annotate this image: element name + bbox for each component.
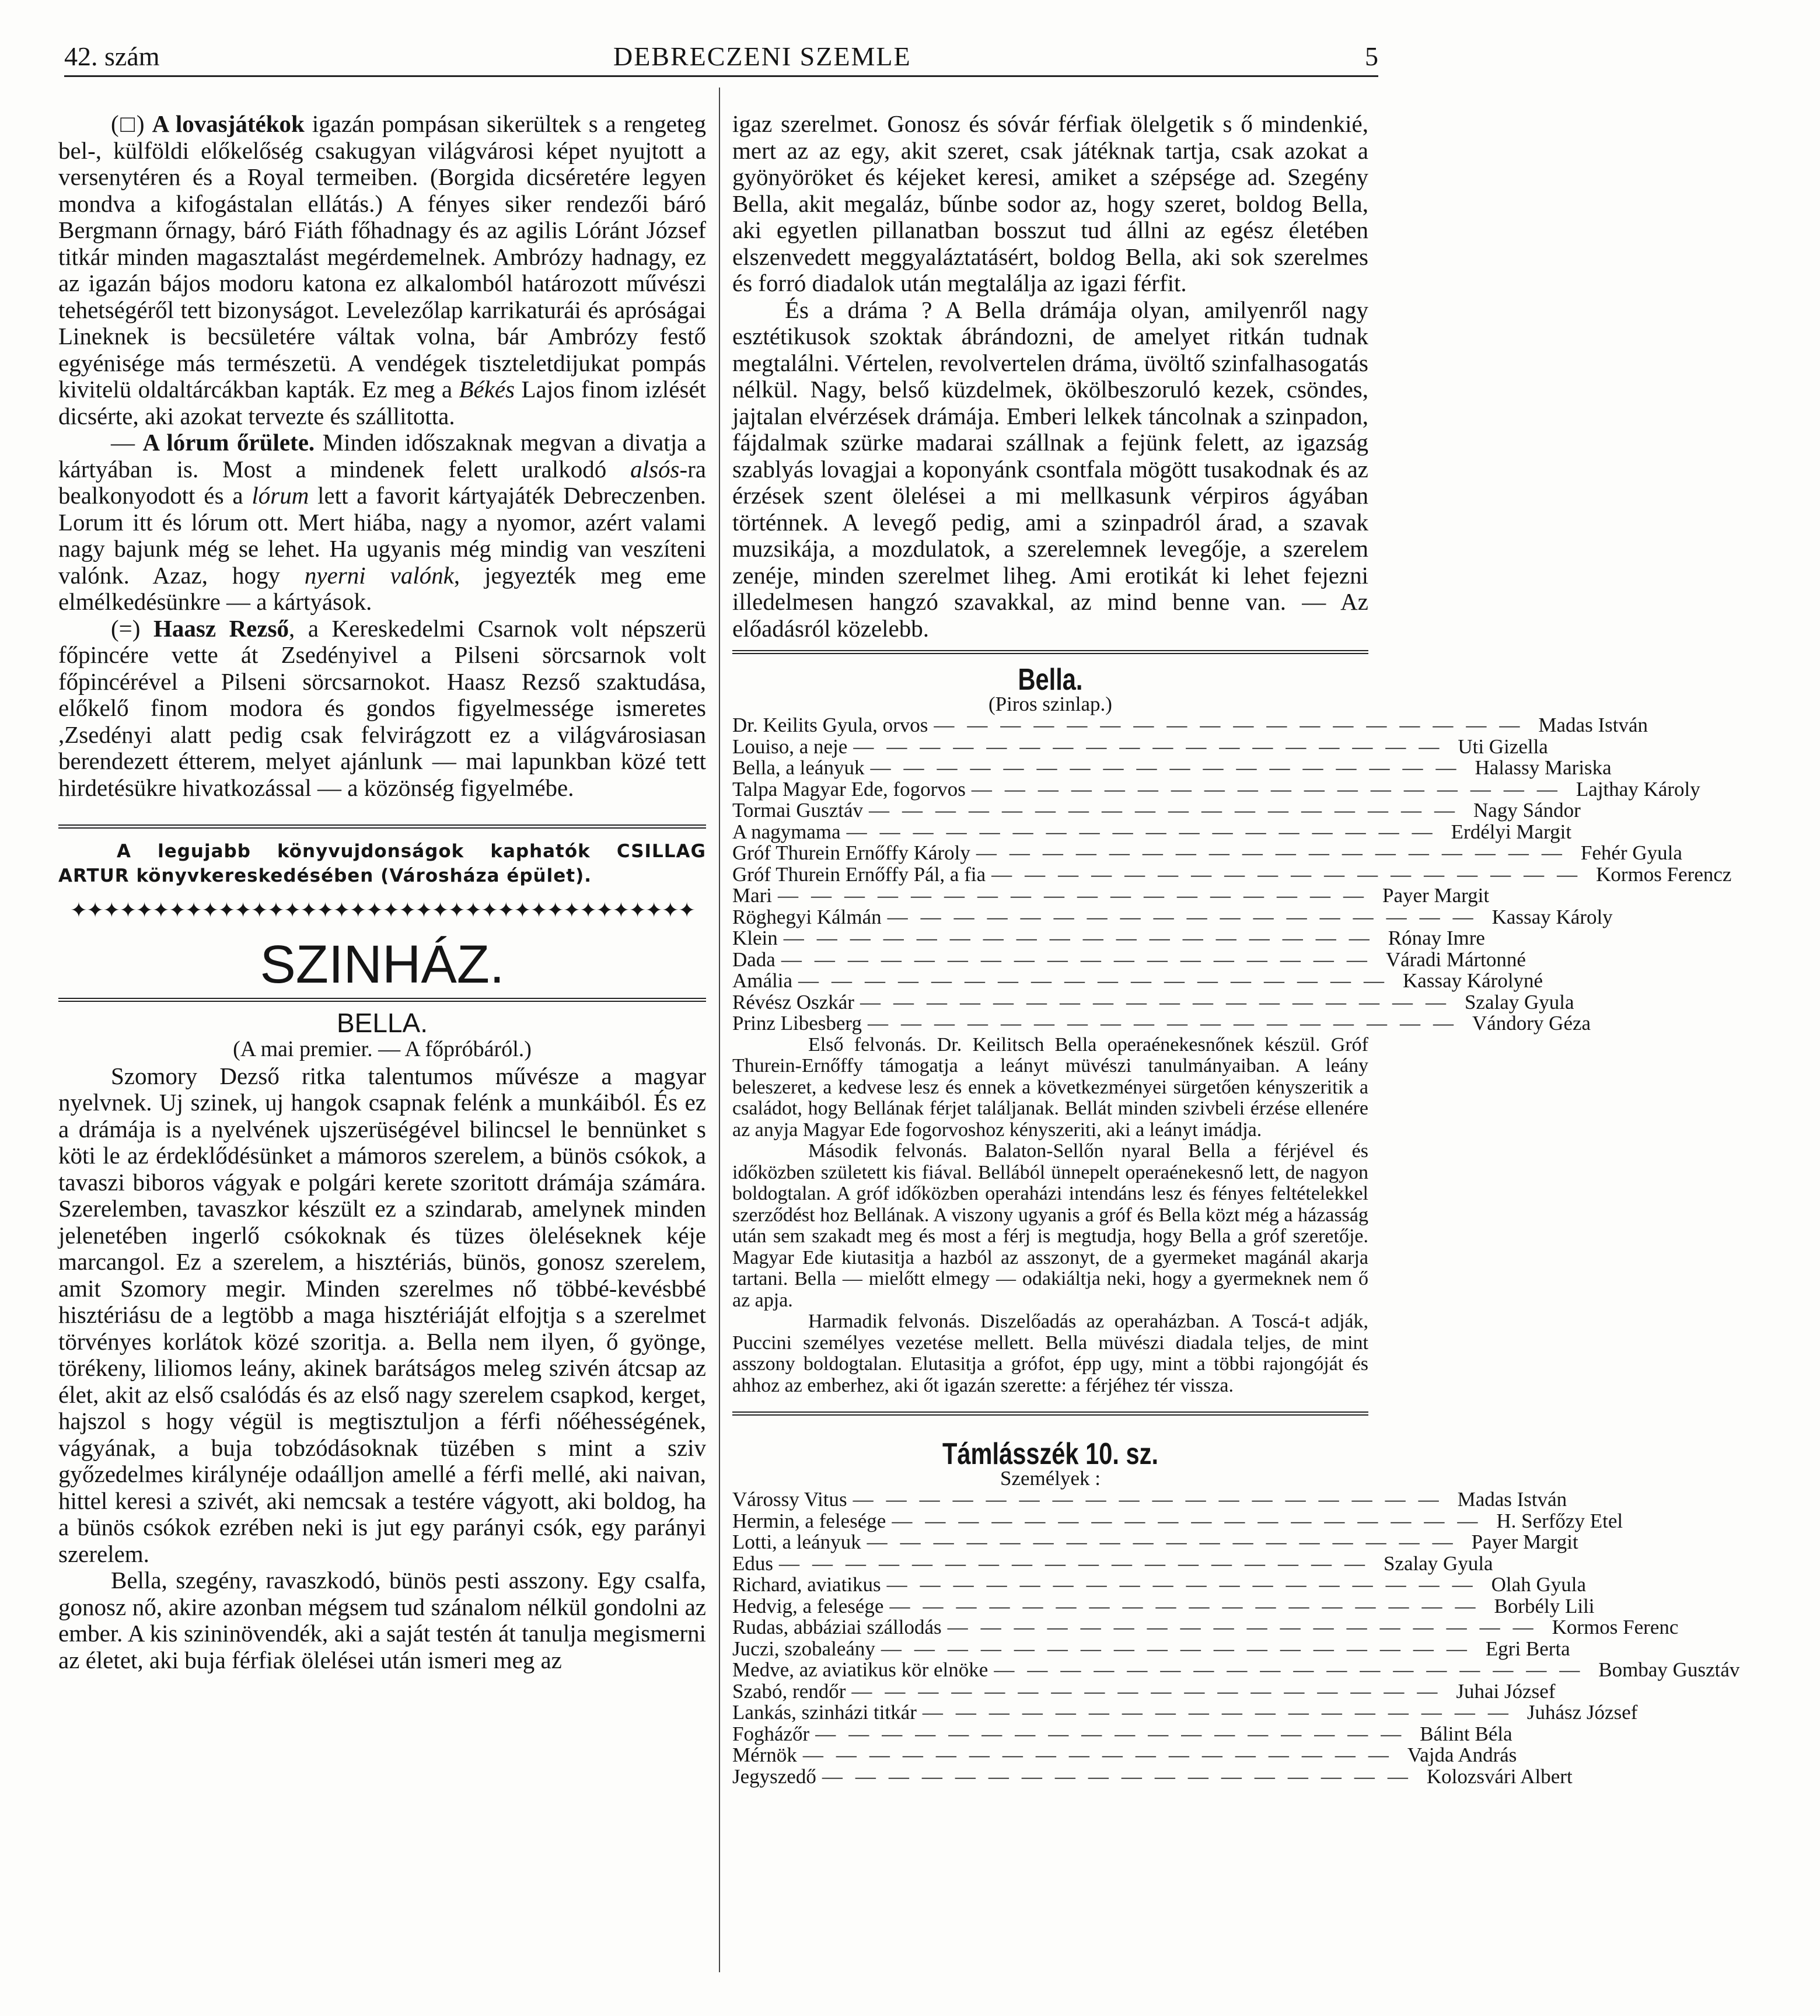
cast-row xyxy=(732,820,1572,843)
role-name: Dr. Keilits Gyula, orvos xyxy=(732,714,928,736)
cast-row xyxy=(732,1679,1556,1703)
cast-row xyxy=(732,1552,1493,1575)
cast-row xyxy=(732,1012,1591,1035)
actor-name: Lajthay Károly xyxy=(1576,777,1700,801)
role-name: Lankás, szinházi titkár xyxy=(732,1701,917,1724)
divider xyxy=(732,1411,1368,1416)
synopsis-act2: Második felvonás. Balaton-Sellőn nyaral Bella a férjével és időközben született kis fiával. Bellából ünnepelt operaénekesnő lett, de nagyon boldogtalan. A gróf időközben operaházi intendáns lesz és fényes feltételekkel szerződést hoz Bellának. A viszony ugyanis a gróf és Bella közt még a házasság után sem szakadt meg és most a férj is megtudja, hogy Bella a gróf szeretője. Magyar Ede kiutasitja a hazból az asszonyt, de a gyermeket magánál akarja tartani. Bella — mielőtt elmegy — odakiáltja neki, hogy a gyermeknek nem ő az apja. xyxy=(732,1140,1368,1311)
dash-leader: —————————————————— xyxy=(934,714,1533,736)
review-paragraph: És a dráma ? A Bella drámája olyan, amilyenről nagy esztétikusok szoktak ábrándozni, de amelyet ritkán tudnak megtalálni. Vértelen, revolvertelen dráma, üvöltő szinfalhasogatás nélkül. Nagy, belső küzdelmek, ökölbeszoruló kezek, csöndes, jajtalan elvérzések drámája. Emberi lelkek táncolnak a szinpadon, fájdalmak szürke madarai szállnak a fejünk felett, az igazság szablyás lovagjai a koponyánk csontfala mögött tusakodnak és az érzések szent ölelései a mi mellkasunk vérpiros ágyában történnek. A levegő pedig, ami a szinpadról árad, a szavak muzsikája, a mozdulatok, a szerelemnek levegője, a szerelem zenéje, minden szerelmet liheg. Ami erotikát ki lehet fejezni illedelmesen hangzó szavakkal, az mind benne van. — Az előadásról közelebb. xyxy=(732,296,1368,642)
actor-name: H. Serfőzy Etel xyxy=(1496,1509,1623,1532)
review-subtitle: (A mai premier. — A főpróbáról.) xyxy=(233,1037,532,1061)
role-name: Mari xyxy=(732,884,773,907)
role-name: Hermin, a felesége xyxy=(732,1509,886,1532)
role-name: Mérnök xyxy=(732,1744,797,1766)
actor-name: Juhász József xyxy=(1526,1701,1638,1724)
cast-title-bella: Bella. xyxy=(1018,663,1083,697)
actor-name: Juhai József xyxy=(1456,1679,1556,1703)
actor-name: Payer Margit xyxy=(1382,884,1490,907)
dash-leader: —————————————————— xyxy=(922,1701,1521,1724)
cast-row xyxy=(732,1509,1623,1532)
cast-row xyxy=(732,1488,1567,1511)
bookshop-ad: A legujabb könyvujdonságok kaphatók CSILLAG ARTUR könyvkereskedésében (Városháza épület). xyxy=(58,841,706,886)
role-name: Révész Oszkár xyxy=(732,990,854,1014)
role-name: Amália xyxy=(732,969,793,992)
dash-leader: —————————————————— xyxy=(971,777,1570,801)
actor-name: Fehér Gyula xyxy=(1580,841,1682,864)
section-title: SZINHÁZ. xyxy=(260,934,505,994)
cast-row xyxy=(732,756,1612,779)
dash-leader: —————————————————— xyxy=(892,1509,1491,1532)
newspaper-title: DEBRECZENI SZEMLE xyxy=(613,41,911,71)
cast-list-tamlasszek xyxy=(732,1488,1740,1788)
article-haasz: (=) Haasz Rezső, a Kereskedelmi Csarnok volt népszerü főpincére vette át Zsedényivel a Pilseni sörcsarnok volt főpincérével a Pilseni sörcsarnokot. Haasz Rezső szaktudása, előkelő finom modora és gondos figyelmessége ismeretes ,Zsedényi alatt pedig csak felvirágzott ez a világvárosiasan berendezett étterem, melyet ajánlunk — mai lapunkban közé tett hirdetésükre hivatkozással — a közönség figyelmébe. xyxy=(58,614,706,801)
role-name: Medve, az aviatikus kör elnöke xyxy=(732,1658,988,1681)
cast-row xyxy=(732,905,1613,928)
dash-leader: —————————————————— xyxy=(991,862,1591,886)
actor-name: Erdélyi Margit xyxy=(1451,820,1572,843)
cast-row xyxy=(732,714,1648,736)
cast-row xyxy=(732,1765,1573,1788)
role-name: Rudas, abbáziai szállodás xyxy=(732,1616,942,1638)
actor-name: Vándory Géza xyxy=(1472,1012,1591,1035)
dash-leader: —————————————————— xyxy=(886,1573,1486,1596)
dash-leader: —————————————————— xyxy=(947,1616,1546,1638)
article-lorum: — A lórum őrülete. Minden időszaknak megvan a divatja a kártyában is. Most a mindenek felett uralkodó alsós-ra bealkonyodott és a lórum lett a favorit kártyajáték Debreczenben. Lorum itt és lórum ott. Mert hiába, nagy a nyomor, azért valami nagy bajunk még se lehet. Ha ugyanis még mindig van veszíteni valónk. Azaz, hogy nyerni valónk, jegyezték meg eme elmélkedésünkre — a kártyások. xyxy=(58,429,707,615)
dash-leader: —————————————————— xyxy=(887,905,1486,928)
review-title: BELLA. xyxy=(337,1007,428,1038)
dash-leader: —————————————————— xyxy=(798,969,1398,992)
actor-name: Egri Berta xyxy=(1485,1637,1570,1660)
dash-leader: —————————————————— xyxy=(815,1722,1414,1745)
actor-name: Váradi Mártonné xyxy=(1385,948,1526,971)
role-name: A nagymama xyxy=(732,820,841,843)
role-name: Szabó, rendőr xyxy=(732,1679,846,1703)
synopsis xyxy=(732,1035,1368,1397)
actor-name: Madas István xyxy=(1538,714,1648,736)
cast-list-bella xyxy=(732,714,1732,1035)
ornament-row: ✦✦✦✦✦✦✦✦✦✦✦✦✦✦✦✦✦✦✦✦✦✦✦✦✦✦✦✦✦✦✦✦✦✦✦✦✦✦ xyxy=(69,899,695,923)
cast-row xyxy=(732,884,1490,907)
role-name: Richard, aviatikus xyxy=(732,1573,881,1596)
dash-leader: —————————————————— xyxy=(870,756,1469,779)
dash-leader: —————————————————— xyxy=(889,1594,1489,1617)
cast-row xyxy=(732,1573,1586,1596)
actor-name: Szalay Gyula xyxy=(1464,990,1574,1014)
dash-leader: —————————————————— xyxy=(881,1637,1480,1660)
role-name: Fogházőr xyxy=(732,1722,810,1745)
dash-leader: —————————————————— xyxy=(867,1012,1466,1035)
actor-name: Szalay Gyula xyxy=(1384,1552,1493,1575)
role-name: Röghegyi Kálmán xyxy=(732,905,882,928)
cast-row xyxy=(732,799,1581,822)
review-paragraph: Bella, szegény, ravaszkodó, bünös pesti asszony. Egy csalfa, gonosz nő, akire azonban mégsem tud szánalom nélkül gondolni az ember. A kis szininövendék, aki a saját testén át tanulja megismerni az életet, aki buja férfiak ölelései után ismeri meg az xyxy=(58,1567,706,1673)
role-name: Hedvig, a felesége xyxy=(732,1594,884,1617)
role-name: Louiso, a neje xyxy=(732,735,848,758)
cast-row xyxy=(732,1722,1512,1745)
role-name: Lotti, a leányuk xyxy=(732,1531,861,1553)
role-name: Tormai Gusztáv xyxy=(732,799,864,822)
actor-name: Borbély Lili xyxy=(1494,1594,1595,1617)
synopsis-act1: Első felvonás. Dr. Keilitsch Bella operaénekesnőnek készül. Gróf Thurein-Ernőffy támogatja a leányt müvészi tanulmányaiban. A leány beleszeret, a kedvese lesz és ennek a következményei sürgetően kényszeritik a családot, hogy Bellának férjet találjanak. Bellát minden szivbeli érzése ellenére az anyja Magyar Ede fogorvoshoz kényszeriti, aki a leányt imádja. xyxy=(732,1033,1368,1141)
role-name: Bella, a leányuk xyxy=(732,756,865,779)
cast-row xyxy=(732,1594,1595,1617)
cast-row xyxy=(732,990,1574,1014)
review-paragraph: Szomory Dezső ritka talentumos művésze a magyar nyelvnek. Uj szinek, uj hangok csapnak felénk a munkáiból. És ez a drámája is a nyelvének ujszerüségével bilincsel le bennünket s köti le az érdeklődésünket a mámoros szerelem, a bünös csókok, a tavaszi biboros vágyak e polgári kerete szoritott drámája számára. Szerelemben, tavaszkor készült ez a szindarab, amelynek minden jelenetében ingerlő csókoknak és tüzes öleléseknek kéje marcangol. Ez a szerelem, a hisztériás, bünös, gonosz szerelem, amit Szomory megir. Minden szerelmes nő többé-kevésbbé hisztériásu de a legtöbb a maga hisztériáját elfojtja s a szerelmet törvényes korlátok közé szoritja. a. Bella nem ilyen, ő gyönge, törékeny, liliomos leány, akinek barátságos meleg szivén átcsap az élet, akit az első csalódás és az első nagy szerelem csapkod, kerget, hajszol s hogy végül is megtisztuljon a férfi nőéhességének, vágyának, a buja tobzódásoknak tüzében s mint a sziv győzedelmes királynéje odaálljon amellé a férfi mellé, aki naivan, hittel keresi a szivét, aki nemcsak a testére vágyott, aki boldog, ha a bünös csókok ezrében neki is jut egy parányi csók, egy parányi szerelem. xyxy=(58,1062,706,1567)
dash-leader: —————————————————— xyxy=(781,948,1380,971)
role-name: Gróf Thurein Ernőffy Károly xyxy=(732,841,970,864)
role-name: Dada xyxy=(732,948,775,971)
dash-leader: —————————————————— xyxy=(853,735,1452,758)
actor-name: Uti Gizella xyxy=(1458,735,1548,758)
synopsis-act3: Harmadik felvonás. Diszelőadás az operaházban. A Toscá-t adják, Puccini személyes vezetése mellett. Bella müvészi diadala teljes, de mint asszony boldogtalan. Elutasitja a grófot, épp ugy, mint a többi rajongóját és ahhoz az emberhez, aki őt igazán szerette: a férjéhez tér vissza. xyxy=(732,1311,1368,1396)
actor-name: Kormos Ferenc xyxy=(1552,1616,1679,1638)
cast-row xyxy=(732,777,1700,801)
role-name: Klein xyxy=(732,927,778,949)
cast-row xyxy=(732,927,1485,949)
left-column xyxy=(58,111,706,1673)
dash-leader: —————————————————— xyxy=(853,1488,1452,1511)
dash-leader: —————————————————— xyxy=(802,1744,1402,1766)
dash-leader: —————————————————— xyxy=(867,1531,1466,1553)
cast-row xyxy=(732,1701,1638,1724)
actor-name: Payer Margit xyxy=(1471,1531,1578,1553)
role-name: Talpa Magyar Ede, fogorvos xyxy=(732,777,966,801)
dash-leader: —————————————————— xyxy=(860,990,1459,1014)
cast-row xyxy=(732,1744,1517,1766)
cast-row xyxy=(732,1658,1740,1681)
review-paragraph: igaz szerelmet. Gonosz és sóvár férfiak ölelgetik s ő mindenkié, mert az az egy, akit szeret, csak játéknak tartja, csak azokat a gyönyöröket és kéjeket keresi, amiket a szépsége ad. Szegény Bella, akit megaláz, bűnbe sodor az, hogy szeret, boldog Bella, aki egyetlen pillanatban bosszut tud állni az egész életében elszenvedett meggyaláztatásért, boldog Bella, aki sok szerelmes és forró diadalok után megtalálja az igazi férfit. xyxy=(732,110,1368,296)
dash-leader: —————————————————— xyxy=(846,820,1445,843)
cast-row xyxy=(732,1531,1578,1553)
dash-leader: —————————————————— xyxy=(994,1658,1593,1681)
actor-name: Kolozsvári Albert xyxy=(1426,1765,1573,1788)
cast-row xyxy=(732,862,1732,886)
cast-row xyxy=(732,969,1543,992)
cast-row xyxy=(732,1616,1679,1638)
actor-name: Rónay Imre xyxy=(1388,927,1485,949)
cast-row xyxy=(732,841,1682,864)
right-column xyxy=(732,110,1740,1788)
divider xyxy=(58,824,706,829)
cast-subtitle: Személyek : xyxy=(1000,1466,1101,1490)
actor-name: Bálint Béla xyxy=(1420,1722,1512,1745)
cast-row xyxy=(732,735,1548,758)
divider xyxy=(732,650,1368,654)
role-name: Edus xyxy=(732,1552,773,1575)
dash-leader: —————————————————— xyxy=(976,841,1575,864)
role-name: Juczi, szobaleány xyxy=(732,1637,875,1660)
cast-title-tamlasszek: Támlásszék 10. sz. xyxy=(942,1437,1158,1471)
actor-name: Halassy Mariska xyxy=(1475,756,1612,779)
actor-name: Olah Gyula xyxy=(1491,1573,1586,1596)
dash-leader: —————————————————— xyxy=(822,1765,1421,1788)
actor-name: Kassay Károly xyxy=(1491,905,1613,928)
dash-leader: —————————————————— xyxy=(783,927,1382,949)
dash-leader: —————————————————— xyxy=(851,1679,1451,1703)
actor-name: Bombay Gusztáv xyxy=(1598,1658,1740,1681)
actor-name: Kassay Károlyné xyxy=(1403,969,1543,992)
actor-name: Madas István xyxy=(1457,1488,1567,1511)
cast-row xyxy=(732,948,1526,971)
dash-leader: —————————————————— xyxy=(779,1552,1378,1575)
role-name: Gróf Thurein Ernőffy Pál, a fia xyxy=(732,862,986,886)
dash-leader: —————————————————— xyxy=(869,799,1468,822)
cast-subtitle: (Piros szinlap.) xyxy=(988,692,1112,715)
role-name: Jegyszedő xyxy=(732,1765,816,1788)
dash-leader: —————————————————— xyxy=(778,884,1377,907)
article-lovasjatekok: (□) A lovasjátékok igazán pompásan sikerültek s a rengeteg bel-, külföldi előkelőség csakugyan világvárosi képet nyujtott a versenytéren és a Royal termeiben. (Borgida dicséretére legyen mondva a kifogástalan ellátás.) A fényes siker rendezői báró Bergmann őrnagy, báró Fiáth főhadnagy és az agilis Lóránt József titkár minden magasztalást megérdemelnek. Ambrózy hadnagy, ez az igazán bájos modoru katona ez alkalomból határozott művészi tehetségéről tett bizonyságot. Levelezőlap karrikaturái és apróságai Lineknek is becsületére váltak volna, bár Ambrózy festő egyénisége más természetü. A vendégek tiszteletdijukat pompás kivitelü oldaltárcákban kapták. Ez meg a Békés Lajos finom izlését dicsérte, aki azokat tervezte és szállitotta. xyxy=(58,110,706,429)
page-header xyxy=(64,36,1378,77)
role-name: Várossy Vitus xyxy=(732,1488,847,1511)
role-name: Prinz Libesberg xyxy=(732,1012,862,1035)
divider xyxy=(58,998,706,1002)
page-number: 5 xyxy=(1365,41,1378,71)
actor-name: Nagy Sándor xyxy=(1473,799,1581,822)
issue-number: 42. szám xyxy=(64,41,160,71)
column-divider xyxy=(719,88,720,1972)
cast-row xyxy=(732,1637,1570,1660)
actor-name: Kormos Ferencz xyxy=(1596,862,1732,886)
actor-name: Vajda András xyxy=(1407,1744,1517,1766)
